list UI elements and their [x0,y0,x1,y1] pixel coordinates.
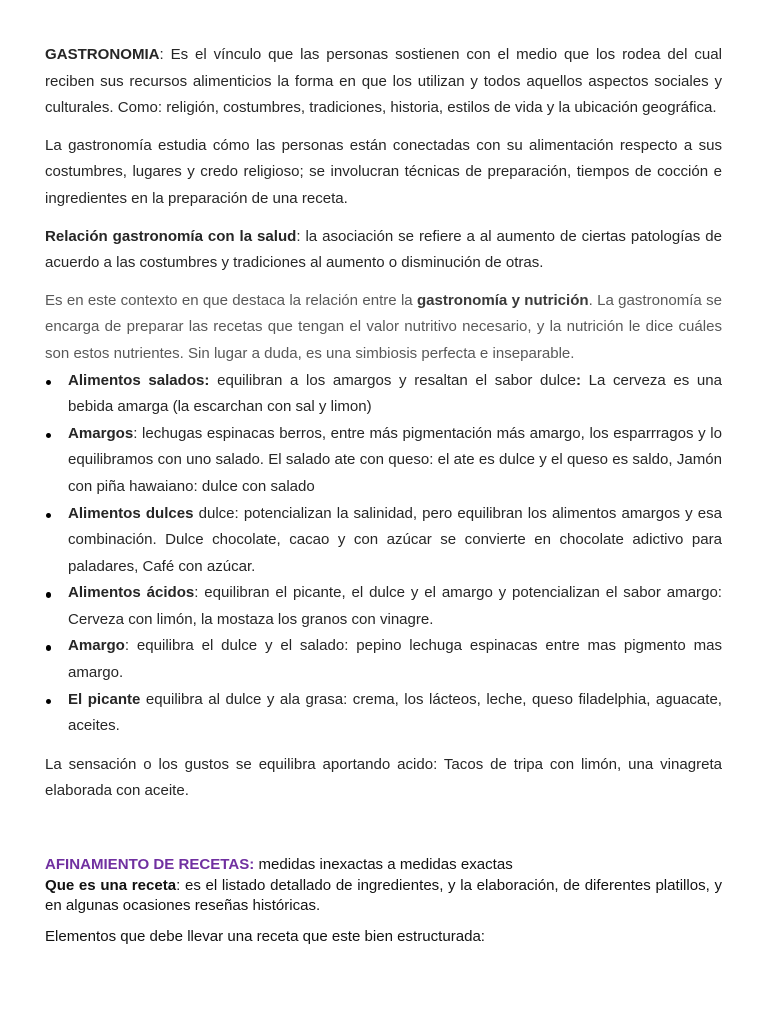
paragraph-gastronomy-study [45,133,722,213]
study-text: La gastronomía estudia cómo las personas están conectadas con su alimentación respecto a sus costumbres, lugares y credo religioso; se involucran técnicas de preparación, tiempos de cocción e ingredientes en la preparación de una receta. [45,136,722,207]
bullet-icon [46,592,52,598]
list-item-term: Amargo [68,637,125,655]
nutrition-text-before: Es en este contexto en que destaca la relación entre la [45,291,417,309]
list-item-text: : equilibran el picante, el dulce y el amargo y potencializan el sabor amargo: Cerveza con limón, la mostaza los granos con vinagre. [68,584,722,628]
list-item-term: Alimentos ácidos [68,584,195,602]
health-text: : la asociación se refiere a al aumento de ciertas patologías de acuerdo a las costumbres y tradiciones al aumento o disminución de otras. [45,227,722,272]
recipe-elements-intro-text: Elementos que debe llevar una receta que este bien estructurada: [45,928,485,946]
bullet-icon [46,699,52,705]
flavor-balance-list [45,368,722,740]
list-item-text: equilibra al dulce y ala grasa: crema, los lácteos, leche, queso filadelphia, aguacate, aceites. [68,690,722,735]
list-item-spicy [45,687,722,740]
section-heading-recipe-refinement [45,855,722,876]
list-item-bitter-foods [45,421,722,501]
list-item-text: equilibran a los amargos y resaltan el sabor dulce [209,371,576,389]
paragraph-taste-balance [45,752,722,805]
paragraph-recipe-elements-intro [45,927,722,948]
recipe-refinement-subheading: medidas inexactas a medidas exactas [254,856,513,874]
list-item-term: El picante [68,690,141,708]
paragraph-gastronomia-definition [45,42,722,122]
list-item-text-continued: La cerveza es una bebida amarga (la escarchan con sal y limon) [68,371,722,416]
paragraph-recipe-definition [45,876,722,917]
bullet-icon [46,433,52,439]
list-item-term: Alimentos dulces [68,504,194,522]
list-item-text: dulce: potencializan la salinidad, pero equilibran los alimentos amargos y esa combinación. Dulce chocolate, cacao y con azúcar se convierte en chocolate adictivo para paladares, Café con azúcar. [68,504,722,575]
term-recipe: Que es una receta [45,876,177,894]
list-item-term: Alimentos salados: [68,371,210,389]
recipe-refinement-heading: AFINAMIENTO DE RECETAS: [45,856,255,874]
definition-text: : Es el vínculo que las personas sostienen con el medio que los rodea del cual reciben sus recursos alimenticios la forma en que los utilizan y todos aquellos aspectos sociales y culturales. Como: religión, costumbres, tradiciones, historia, estilos de vida y la ubicación geográfica. [45,46,722,117]
list-item-acid-foods [45,580,722,633]
list-item-text: : equilibra el dulce y el salado: pepino lechuga espinacas entre mas pigmento mas amargo. [68,637,722,682]
balance-text: La sensación o los gustos se equilibra aportando acido: Tacos de tripa con limón, una vinagreta elaborada con aceite. [45,755,722,800]
recipe-definition-text: : es el listado detallado de ingredientes, y la elaboración, de diferentes platillos, y en algunas ocasiones reseñas históricas. [45,876,722,915]
term-gastronomia: GASTRONOMIA [45,46,160,63]
list-item-term: Amargos [68,424,134,442]
term-health-relation: Relación gastronomía con la salud [45,227,297,245]
paragraph-health-relation [45,224,722,277]
list-item-salty-foods [45,368,722,421]
list-item-text: : lechugas espinacas berros, entre más pigmentación más amargo, los esparrragos y lo equilibramos con uno salado. El salado ate con queso: el ate es dulce y el queso es saldo, Jamón con piña hawaiano: dulce con salado [68,424,722,495]
paragraph-nutrition-context [45,288,722,368]
list-item-term-colon: : [575,371,581,389]
bullet-icon [46,380,52,386]
list-item-sweet-foods [45,501,722,581]
bullet-icon [46,645,52,651]
list-item-bitter [45,633,722,686]
bullet-icon [46,513,52,519]
term-gastronomy-nutrition: gastronomía y nutrición [416,291,589,309]
nutrition-text-after: . La gastronomía se encarga de preparar las recetas que tengan el valor nutritivo necesario, y la nutrición le dice cuáles son estos nutrientes. Sin lugar a duda, es una simbiosis perfecta e inseparable. [45,291,722,362]
